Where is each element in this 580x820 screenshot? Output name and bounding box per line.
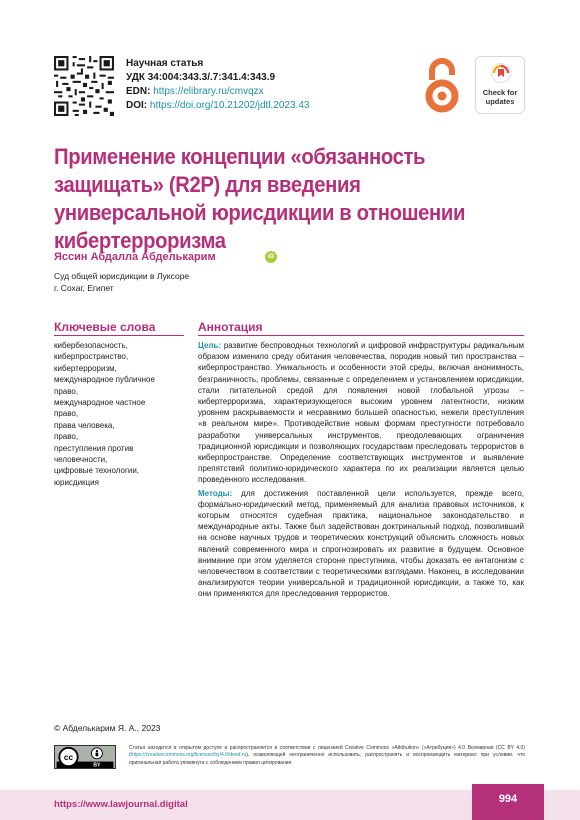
cc-badge-text: cc — [63, 753, 74, 763]
keyword-item: право, — [54, 432, 79, 442]
keyword-item: цифровые технологии, — [54, 466, 140, 476]
article-metadata — [126, 57, 309, 113]
open-access-icon — [420, 56, 464, 116]
edn-label: EDN: — [126, 86, 151, 97]
keyword-item: человечности, — [54, 455, 108, 465]
goal-label: Цель: — [198, 341, 222, 350]
check-for-updates-label: Check for updates — [482, 88, 518, 106]
bookmark-icon — [491, 63, 511, 83]
keyword-item: международное публичное — [54, 375, 155, 385]
abstract-methods-paragraph — [198, 488, 524, 600]
license-link[interactable]: https://creativecommons.org/licenses/by/4.0/deed.ru — [130, 752, 247, 759]
keyword-item: киберпространство, — [54, 352, 129, 362]
journal-url-link[interactable]: https://www.lawjournal.digital — [54, 799, 188, 810]
abstract-body — [198, 340, 524, 602]
check-for-updates-badge[interactable] — [475, 56, 525, 114]
edn-link[interactable]: https://elibrary.ru/cmvqzx — [153, 86, 264, 97]
doi-link[interactable]: https://doi.org/10.21202/jdtl.2023.43 — [149, 100, 310, 111]
methods-label: Методы: — [198, 488, 233, 498]
article-title: Применение концепции «обязанность защищать» (R2P) для введения универсальной юрисдикции в отношении кибертерроризма — [54, 144, 466, 253]
article-type: Научная статья — [126, 58, 204, 69]
keywords-divider — [54, 335, 184, 336]
keyword-item: юрисдикция — [54, 477, 99, 487]
orcid-icon[interactable]: iD — [265, 251, 277, 263]
keywords-heading: Ключевые слова — [54, 320, 156, 334]
keyword-item: права человека, — [54, 420, 115, 430]
keywords-list — [54, 340, 184, 488]
abstract-divider — [198, 335, 524, 336]
copyright-notice: © Абделькарим Я. А., 2023 — [54, 723, 161, 733]
methods-text: для достижения поставленной цели используется, прежде всего, формально-юридический метод, применяемый для анализа правовых источников, к которым относятся судебная практика, национальное законодательство и международные акты. Также был задействован доктринальный подход, позволивший на основе научных трудов и теоретических конструкций объяснить сложность новых явлений современного мира и спрогнозировать их развитие в будущем. Основное внимание при этом уделяется стороне преступника, чтобы доказать ее антагонизм с человечеством в соответствии с теоретическими взглядами. Наконец, в исследовании анализируются теории универсальной и традиционной юрисдикции, а также то, как они применяются для преследования террористов. — [198, 488, 524, 599]
udc-code: УДК 34:004:343.3/.7:341.4:343.9 — [126, 72, 276, 83]
abstract-heading: Аннотация — [198, 320, 263, 334]
keyword-item: международное частное — [54, 398, 146, 408]
keyword-item: право, — [54, 409, 79, 419]
author-affiliation — [54, 270, 189, 294]
keyword-item: преступления против — [54, 443, 134, 453]
license-text — [129, 745, 525, 767]
page-number: 994 — [472, 784, 544, 820]
keyword-item: кибертерроризм, — [54, 363, 117, 373]
affiliation-line: г. Сохаг, Египет — [54, 283, 114, 293]
cc-by-license-icon[interactable] — [54, 745, 116, 769]
keyword-item: право, — [54, 386, 79, 396]
goal-text: развитие беспроводных технологий и цифровой инфраструктуры радикальным образом изменило среду обитания человечества, породив новый тип пространства – киберпространство. Уникальность и особенности этой среды, включая анонимность, безграничность, проблемы, связанные с определением и установлением юрисдикции, стали питательной средой для появления новой глобальной угрозы – кибертерроризма, характеризующегося высоким уровнем латентности, низким уровнем раскрываемости и несравнимо большей опасностью, нежели преступления «в реальном мире». Противодействие новым формам преступности потребовало разработки универсальных инструментов, преодолевающих ограничения традиционной юрисдикции и позволяющих государствам преследовать террористов в киберпространстве. Определение соответствующих инструментов и выявление препятствий политико-юридического характера по их реализации является целью проведенного исследования. — [198, 341, 524, 485]
affiliation-line: Суд общей юрисдикции в Луксоре — [54, 271, 190, 281]
qr-code — [54, 56, 114, 116]
keyword-item: кибербезопасность, — [54, 341, 128, 350]
abstract-goal-paragraph — [198, 340, 524, 486]
doi-label: DOI: — [126, 100, 148, 111]
author-name: Яссин Абдалла Абделькарим — [54, 251, 216, 263]
by-badge-text: BY — [93, 762, 101, 769]
license-text-after: ), позволяющей неограниченно использовать, распространять и воспроизводить материал при условии, что оригинальная работа упомянута с соблюдением правил цитирования. — [129, 752, 525, 766]
license-text-before: Статья находится в открытом доступе и распространяется в соответствии с лицензией Creative Commons «Attribution» («Атрибуция») 4.0 Всемирная (CC BY 4.0) ( — [129, 745, 525, 759]
